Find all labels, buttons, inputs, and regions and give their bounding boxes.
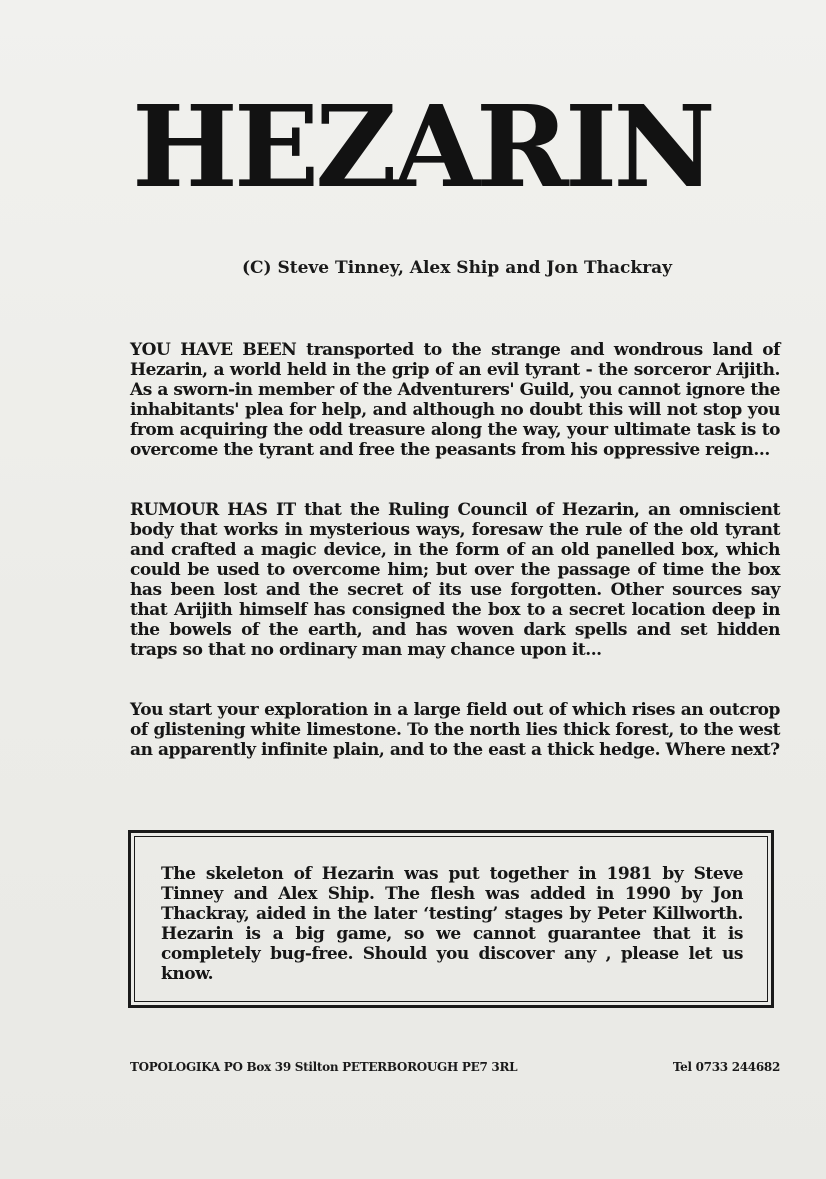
note-inner-frame <box>134 836 768 1002</box>
credits-note-box <box>128 830 774 1008</box>
publisher-address: TOPOLOGIKA PO Box 39 Stilton PETERBOROUGH PE7 3RL <box>130 1060 518 1074</box>
publisher-phone: Tel 0733 244682 <box>672 1060 780 1074</box>
start-paragraph: You start your exploration in a large field out of which rises an outcrop of glistening white limestone. To the north lies thick forest, to the west an apparently infinite plain, and to the east a thick hedge. Where next? <box>130 700 780 760</box>
credits-line: (C) Steve Tinney, Alex Ship and Jon Thackray <box>241 258 673 278</box>
note-text: The skeleton of Hezarin was put together in 1981 by Steve Tinney and Alex Ship. The flesh was added in 1990 by Jon Thackray, aided in the later ‘testing’ stages by Peter Killworth. Hezarin is a big game, so we cannot guarantee that it is completely bug-free. Should you discover any , please let us know. <box>161 864 743 984</box>
rumour-paragraph: RUMOUR HAS IT that the Ruling Council of Hezarin, an omniscient body that works in mysterious ways, foresaw the rule of the old tyrant and crafted a magic device, in the form of an old panelled box, which could be used to overcome him; but over the passage of time the box has been lost and the secret of its use forgotten. Other sources say that Arijith himself has consigned the box to a secret location deep in the bowels of the earth, and has woven dark spells and set hidden traps so that no ordinary man may chance upon it... <box>130 500 780 660</box>
intro-paragraph: YOU HAVE BEEN transported to the strange and wondrous land of Hezarin, a world held in the grip of an evil tyrant - the sorceror Arijith. As a sworn-in member of the Adventurers' Guild, you cannot ignore the inhabitants' plea for help, and although no doubt this will not stop you from acquiring the odd treasure along the way, your ultimate task is to overcome the tyrant and free the peasants from his oppressive reign... <box>130 340 780 460</box>
document-title: HEZARIN <box>132 82 712 213</box>
